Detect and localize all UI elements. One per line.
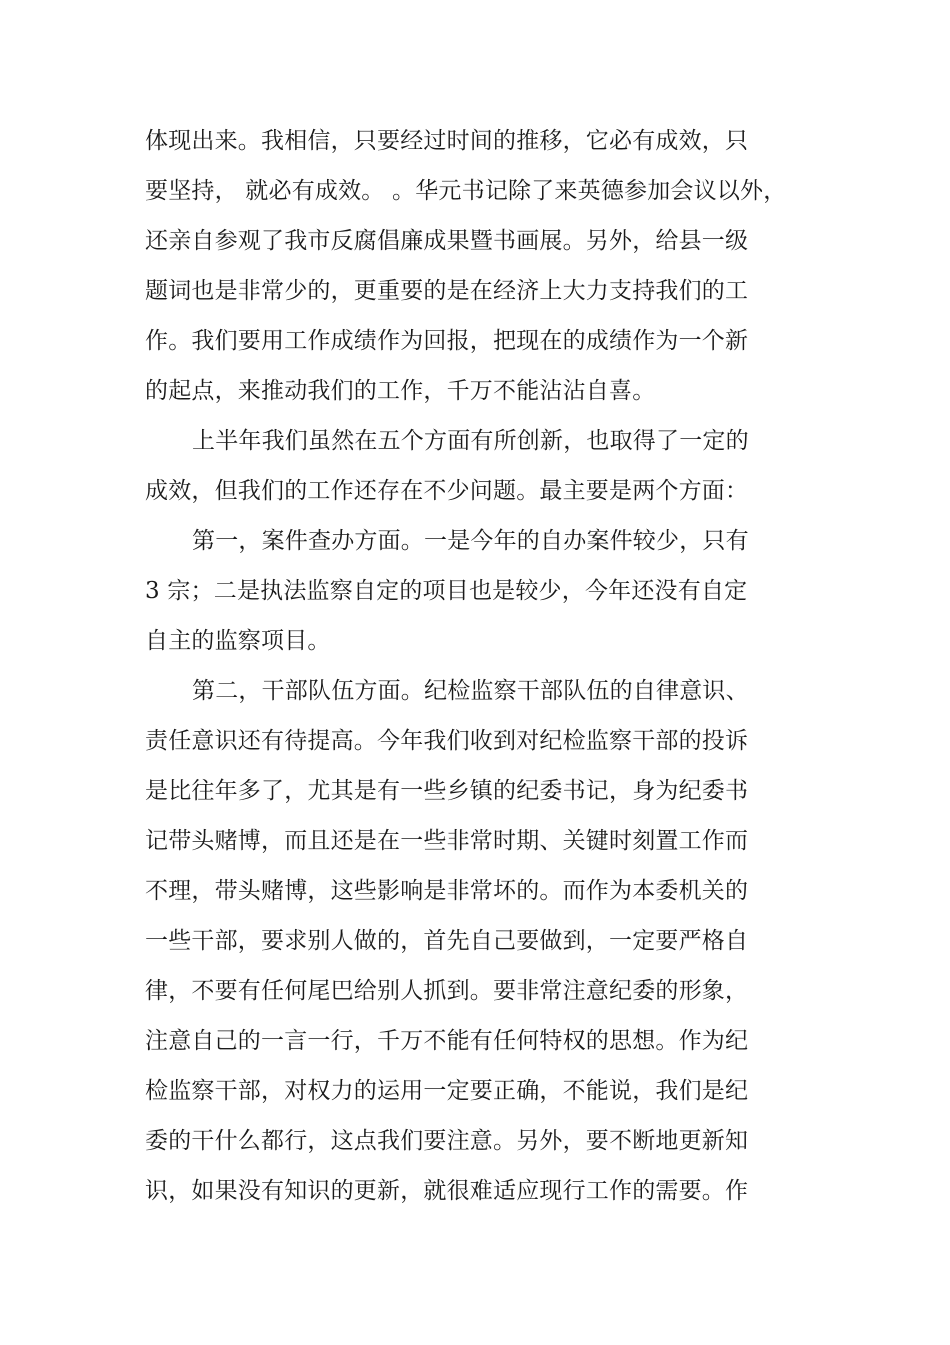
text-line: 成效，但我们的工作还存在不少问题。最主要是两个方面： bbox=[145, 478, 749, 504]
paragraph-start-line: 第一，案件查办方面。一是今年的自办案件较少，只有 bbox=[192, 528, 749, 554]
text-line: 的起点，来推动我们的工作，千万不能沾沾自喜。 bbox=[145, 378, 656, 404]
body-text bbox=[145, 116, 785, 1216]
text-line: 律，不要有任何尾巴给别人抓到。要非常注意纪委的形象， bbox=[145, 978, 749, 1004]
paragraph-start-line: 上半年我们虽然在五个方面有所创新，也取得了一定的 bbox=[192, 428, 749, 454]
text-line: 不理，带头赌博，这些影响是非常坏的。而作为本委机关的 bbox=[145, 878, 749, 904]
text-line: 责任意识还有待提高。今年我们收到对纪检监察干部的投诉 bbox=[145, 728, 749, 754]
text-line: 注意自己的一言一行，千万不能有任何特权的思想。作为纪 bbox=[145, 1028, 749, 1054]
text-line: 还亲自参观了我市反腐倡廉成果暨书画展。另外，给县一级 bbox=[145, 228, 749, 254]
text-line: 识，如果没有知识的更新，就很难适应现行工作的需要。作 bbox=[145, 1178, 749, 1204]
text-line: 要坚持， 就必有成效。 。华元书记除了来英德参加会议以外， bbox=[145, 178, 787, 204]
text-line: 题词也是非常少的，更重要的是在经济上大力支持我们的工 bbox=[145, 278, 749, 304]
text-line: 3 宗；二是执法监察自定的项目也是较少，今年还没有自定 bbox=[145, 578, 748, 604]
text-line: 体现出来。我相信，只要经过时间的推移，它必有成效，只 bbox=[145, 128, 749, 154]
text-line: 检监察干部，对权力的运用一定要正确，不能说，我们是纪 bbox=[145, 1078, 749, 1104]
text-line: 委的干什么都行，这点我们要注意。另外，要不断地更新知 bbox=[145, 1128, 749, 1154]
text-line: 是比往年多了，尤其是有一些乡镇的纪委书记，身为纪委书 bbox=[145, 778, 749, 804]
text-line: 一些干部，要求别人做的，首先自己要做到，一定要严格自 bbox=[145, 928, 749, 954]
paragraph-start-line: 第二，干部队伍方面。纪检监察干部队伍的自律意识、 bbox=[192, 678, 749, 704]
text-line: 记带头赌博，而且还是在一些非常时期、关键时刻置工作而 bbox=[145, 828, 749, 854]
text-line: 自主的监察项目。 bbox=[145, 628, 331, 654]
text-line: 作。我们要用工作成绩作为回报，把现在的成绩作为一个新 bbox=[145, 328, 749, 354]
